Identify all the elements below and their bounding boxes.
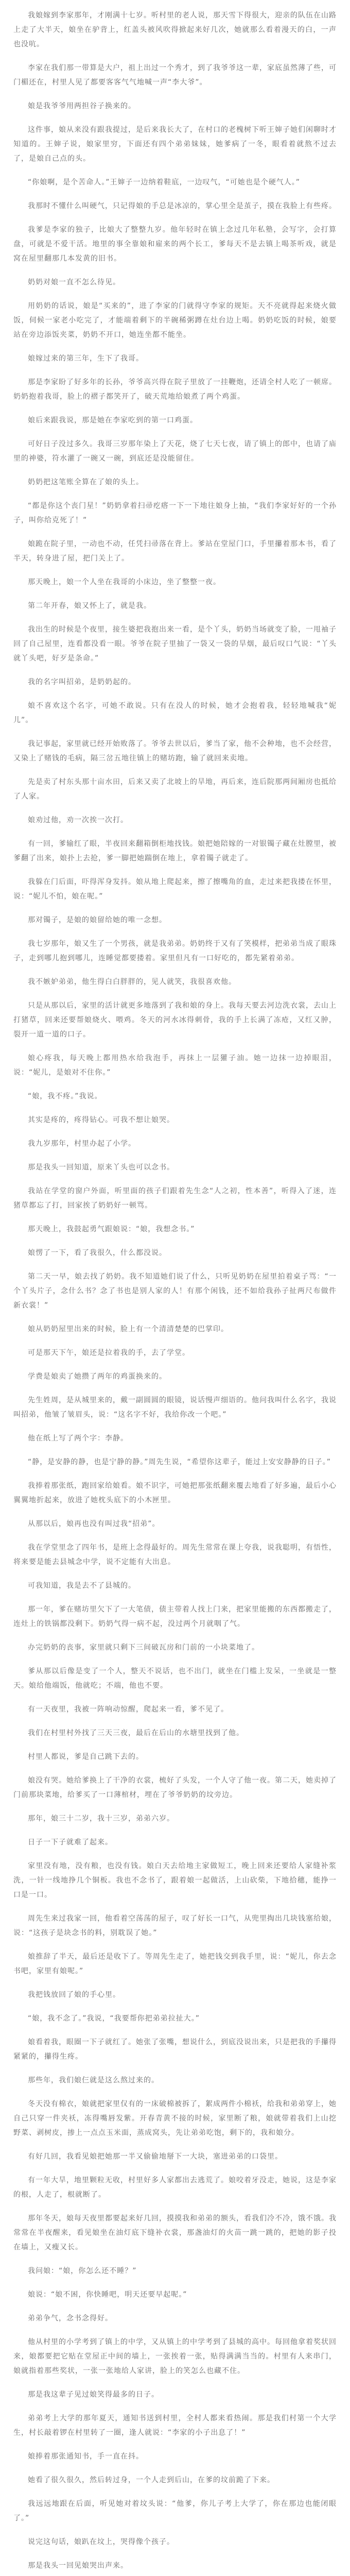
story-paragraph: 有一年大旱，地里颗粒无收，村里好多人家都出去逃荒了。娘咬着牙没走，她说，这是李家的根，人走了，根就断了。 (13, 2176, 337, 2199)
story-paragraph: 娘心疼我，每天晚上都用热水给我泡手，再抹上一层獾子油。她一边抹一边掉眼泪，说：“妮儿，是娘对不住你。” (13, 1054, 337, 1077)
story-paragraph: 娘说：“娘不困，你快睡吧，明天还要早起呢。” (28, 2291, 187, 2299)
story-paragraph: 那天晚上，娘一个人坐在我哥的小床边，坐了整整一夜。 (28, 578, 221, 586)
story-paragraph: “娘，我不念了。”我说，“我要帮你把弟弟拉扯大。” (28, 2014, 200, 2023)
story-paragraph: 我的名字叫招弟，是奶奶起的。 (28, 678, 136, 686)
story-paragraph: 日子一下子就难了起来。 (28, 1838, 113, 1846)
story-paragraph: 那一年，爹在赌坊里欠下了一大笔债，债主带着人找上门来，把家里能搬的东西都搬走了，连灶上的铁锅都没剩下。奶奶气得一病不起，没过两个月就咽了气。 (13, 1605, 337, 1628)
story-paragraph: 那是我头一回知道，原来丫头也可以念书。 (28, 1163, 174, 1172)
story-paragraph: 他在纸上写了两个字：李静。 (28, 1434, 128, 1443)
story-paragraph: 那对镯子，是娘的娘留给她的唯一念想。 (28, 916, 167, 924)
story-paragraph: 我七岁那年，娘又生了一个男孩，就是我弟弟。奶奶终于又有了笑模样，把弟弟当成了眼珠子，走到哪儿抱到哪儿，连睡觉都要搂着。家里但凡有一口好吃的，都先紧着弟弟。 (13, 940, 337, 962)
story-paragraph: 村里人都说，爹是自己跳下去的。 (28, 1753, 144, 1761)
story-paragraph: “静，是安静的静，也是宁静的静。”周先生说，“希望你这辈子，能过上安安静静的日子。” (28, 1458, 331, 1466)
story-paragraph: 那些年，我们娘仨就是这么熬过来的。 (28, 2076, 159, 2084)
story-paragraph: 先生姓周，是从城里来的，戴一副圆圆的眼镜，说话慢声细语的。他问我叫什么名字，我说叫招弟，他皱了皱眉头，说：“这名字不好，我给你改一个吧。” (13, 1396, 337, 1419)
story-paragraph: 办完奶奶的丧事，家里就只剩下三间破瓦房和门前的一小块菜地了。 (28, 1643, 259, 1652)
story-paragraph: 可好日子没过多久。我哥三岁那年染上了天花，烧了七天七夜，请了镇上的郎中，也请了庙里的神婆，符水灌了一碗又一碗，到底还是没能留住。 (13, 440, 337, 463)
story-paragraph: 用奶奶的话说，娘是“买来的”，进了李家的门就得守李家的规矩。天不亮就得起来烧火做饭，伺候一家老小吃完了，才能端着剩下的半碗稀粥蹲在灶台边上喝。奶奶吃饭的时候，娘要站在旁边添饭夹菜，奶奶不开口，她连坐都不能坐。 (13, 302, 337, 339)
story-paragraph: 只是从那以后，家里的活计就更多地落到了我和娘的身上。我每天要去河边洗衣裳，去山上打猪草，回来还要帮娘烧火、喂鸡。冬天的河水冰得刺骨，我的手上长满了冻疮，又红又肿，裂开一道一道的口子。 (13, 1002, 337, 1039)
story-paragraph: 娘捧着那张通知书，手一直在抖。 (28, 2452, 144, 2461)
story-paragraph: 先是卖了村东头那十亩水田，后来又卖了北坡上的旱地，再后来，连后院那两间厢房也抵给了人家。 (13, 778, 337, 801)
story-paragraph: 那年冬天，娘每天夜里都要起来好几回，摸摸我和弟弟的额头，看我们冷不冷，饿不饿。我常常在半夜醒来，看见娘坐在油灯底下缝补衣裳，那盏油灯的火苗一跳一跳的，把她的影子投在墙上，又瘦又长。 (13, 2214, 337, 2251)
story-paragraph: 奶奶把这笔账全算在了娘的头上。 (28, 478, 144, 486)
story-paragraph: 弟弟争气，念书念得好。 (28, 2314, 113, 2323)
story-paragraph: 娘推辞了半天，最后还是收下了。等周先生走了，她把钱交到我手里，说：“妮儿，你去念书吧，家里有娘呢。” (13, 1953, 337, 1975)
story-paragraph: 周先生来过我家一回，他看着空荡荡的屋子，叹了好长一口气，从兜里掏出几块钱塞给娘，说：“这孩子是块念书的料，别耽误了她。” (13, 1914, 337, 1937)
story-paragraph: 我们在村里村外找了三天三夜，最后在后山的水塘里找到了他。 (28, 1729, 244, 1737)
story-body (13, 8, 337, 2576)
story-paragraph: 她看了很久很久，然后转过身，一个人走到后山，在爹的坟前跪了下来。 (28, 2476, 275, 2484)
story-paragraph: “都是你这个丧门星！”奶奶拿着扫帚疙瘩一下一下地往娘身上抽，“我们李家好好的一个孙子，叫你给克死了！” (13, 502, 337, 524)
story-paragraph: 我不嫉妒弟弟，他生得白白胖胖的，见人就笑，我很喜欢他。 (28, 978, 236, 986)
story-paragraph: 可我知道，我是去不了县城的。 (28, 1582, 136, 1590)
story-paragraph: 我远远地跟在后面，听见她对着坟头说：“他爹，你儿子考上大学了，你在那边也能闭眼了。” (13, 2500, 337, 2522)
story-paragraph: 我爹是李家的独子，比娘大了整整九岁。他年轻时在镇上念过几年私塾，会写字，会打算盘，可就是不爱干活。地里的事全靠娘和雇来的两个长工，爹每天不是去镇上喝茶听戏，就是窝在屋里翻那几本发黄的旧书。 (13, 226, 337, 263)
story-paragraph: 娘没有哭。她给爹换上了干净的衣裳，梳好了头发，一个人守了他一夜。第二天，她卖掉了门前那块菜地，给爹买了一口薄棺材，埋在了爷爷奶奶的坟旁边。 (13, 1776, 337, 1799)
story-paragraph: 娘后来跟我说，那是她在李家吃到的第一口鸡蛋。 (28, 416, 198, 425)
story-paragraph: 我问娘：“娘，你怎么还不睡？” (28, 2267, 137, 2275)
story-paragraph: 我在学堂里念了四年书，是班上念得最好的。周先生常常在课上夸我，说我聪明，有悟性，将来要是能去县城念中学，说不定能有大出息。 (13, 1544, 337, 1566)
story-paragraph: 我那时不懂什么叫硬气，只记得娘的手总是冰凉的，掌心里全是茧子，摸在我脸上有些疼。 (28, 202, 337, 210)
story-paragraph: 我站在学堂的窗户外面，听里面的孩子们跟着先生念“人之初，性本善”，听得入了迷，连猪草都忘了打，回家挨了奶奶好一顿骂。 (13, 1187, 337, 1210)
story-paragraph: 我把钱放回了娘的手心里。 (28, 1991, 120, 1999)
story-paragraph: 那是李家盼了好多年的长孙，爷爷高兴得在院子里放了一挂鞭炮，还请全村人吃了一顿席。奶奶抱着我哥，脸上的褶子都笑开了，破天荒地给娘煮了两个鸡蛋。 (13, 378, 337, 401)
story-paragraph: 娘看着我，眼圈一下子就红了。她张了张嘴，想说什么，到底没说出来，只是把我的手攥得紧紧的，攥得生疼。 (13, 2038, 337, 2061)
story-paragraph: 李家在我们那一带算是大户，祖上出过一个秀才，到了我爷爷这一辈，家底虽然薄了些，可门楣还在，村里人见了都要客客气气地喊一声“李大爷”。 (13, 64, 337, 87)
story-paragraph: 我娘嫁到李家那年，才刚满十七岁。听村里的老人说，那天雪下得很大，迎亲的队伍在山路上走了大半天，娘坐在驴背上，红盖头被风吹得掀起来好几次，她就那么看着漫天的白，一声也没吭。 (13, 11, 337, 48)
story-paragraph: 家里没有地，没有粮，也没有钱。娘白天去给地主家做短工，晚上回来还要给人家缝补浆洗，一针一线地挣几个铜板。我也不念书了，跟着娘一起做活，上山砍柴，下地拾穗，能挣一口是一口。 (13, 1862, 337, 1899)
story-paragraph: 他从村里的小学考到了镇上的中学，又从镇上的中学考到了县城的高中。每回他拿着奖状回来，娘都要把它贴在堂屋正中间的墙上，一张挨着一张，贴得满满当当的。村里有人来串门，娘就指着那些奖状，一张一张地给人家讲，脸上的笑怎么也藏不住。 (13, 2338, 337, 2375)
story-paragraph: 从那以后，娘再也没有叫过我“招弟”。 (28, 1520, 160, 1528)
story-paragraph: 其实是疼的，疼得钻心。可我不想让娘哭。 (28, 1116, 174, 1124)
story-paragraph: 有一回，爹输红了眼，半夜回来翻箱倒柜地找钱。娘把她陪嫁的一对银镯子藏在灶膛里，被爹翻了出来，娘扑上去抢，爹一脚把她踹倒在地上，拿着镯子就走了。 (13, 840, 337, 862)
story-paragraph: 我记事起，家里就已经开始败落了。爷爷去世以后，爹当了家，他不会种地，也不会经营，又染上了赌钱的毛病，隔三岔五地往镇上的赌坊跑，输了就回来卖地。 (13, 740, 337, 762)
story-paragraph: 那是我头一回见娘哭出声来。 (28, 2562, 128, 2570)
story-paragraph: 第二年开春，娘又怀上了，就是我。 (28, 602, 151, 610)
story-paragraph: 我出生的时候是个夜里，接生婆把我抱出来一看，是个丫头，奶奶当场就变了脸，一甩袖子回了自己屋里，连看都没看一眼。爷爷在院子里抽了一袋又一袋的旱烟，最后叹口气说：“丫头就丫头吧，好歹是条命。” (13, 625, 337, 663)
story-paragraph: 我捧着那张纸，跑回家给娘看。娘不识字，可她把那张纸翻来覆去地看了好多遍，最后小心翼翼地折起来，放进了她枕头底下的小木匣里。 (13, 1482, 337, 1504)
story-paragraph: 冬天没有棉衣，娘就把家里仅有的一床破棉被拆了，絮成两件小棉袄，给我和弟弟穿上，她自己只穿一件夹袄，冻得嘴唇发紫。开春青黄不接的时候，家里断了粮，娘就带着我们上山挖野菜、剥树皮，掺上一点点玉米面，蒸成窝头，先让弟弟吃饱，剩下的，我和娘分。 (13, 2100, 337, 2137)
story-paragraph: 爹从那以后像是变了一个人，整天不说话，也不出门，就坐在门槛上发呆，一坐就是一整天。娘给他端饭，他就吃；不端，他也不要。 (13, 1667, 337, 1690)
story-paragraph: 娘从奶奶屋里出来的时候，脸上有一个清清楚楚的巴掌印。 (28, 1325, 229, 1333)
story-paragraph: 那年，娘三十二岁，我十三岁，弟弟六岁。 (28, 1815, 174, 1823)
story-paragraph: 娘劝过他，劝一次挨一次打。 (28, 816, 128, 824)
story-paragraph: 我九岁那年，村里办起了小学。 (28, 1140, 136, 1148)
story-paragraph: 有好几回，我看见娘把她那一半又偷偷地掰下一大块，塞进弟弟的口袋里。 (28, 2153, 283, 2161)
story-paragraph: 奶奶对娘一直不怎么待见。 (28, 278, 120, 286)
story-paragraph: 那天晚上，我鼓起勇气跟娘说：“娘，我想念书。” (28, 1225, 195, 1233)
story-paragraph: 娘不喜欢这个名字，可她不敢说。只有在没人的时候，她才会抱着我，轻轻地喊我“妮儿”。 (13, 702, 337, 724)
story-paragraph: 说完这句话，娘趴在坟上，哭得像个孩子。 (28, 2538, 174, 2546)
story-paragraph: “你娘啊，是个苦命人。”王婶子一边纳着鞋底，一边叹气，“可她也是个硬气人。” (28, 178, 301, 187)
story-paragraph: 弟弟考上大学的那年夏天，通知书送到村里，全村人都来看热闹。那是我们村第一个大学生，村长敲着锣在村里转了一圈，逢人就说：“李家的小子出息了！” (13, 2414, 337, 2437)
story-paragraph: 学费是娘卖了她攒了两年的鸡蛋换来的。 (28, 1372, 167, 1381)
story-paragraph: 这件事，娘从来没有跟我提过，是后来我长大了，在村口的老槐树下听王婶子她们闲聊时才知道的。王婶子说，娘家里穷，下面还有四个弟弟妹妹，她爹病了一冬，眼看着就熬不过去了，是娘自己点的头。 (13, 126, 337, 163)
story-paragraph: “娘，我不疼。”我说。 (28, 1092, 102, 1100)
story-paragraph: 娘是我爷爷用两担谷子换来的。 (28, 102, 136, 110)
story-paragraph: 第二天一早，娘去找了奶奶。我不知道她们说了什么，只听见奶奶在屋里拍着桌子骂：“一个丫头片子，念什么书？念了书也是别人家的人！有那个闲钱，还不如给我孙子扯两尺布做件新衣裳！” (13, 1273, 337, 1310)
story-paragraph: 可是那天下午，娘还是拉着我的手，去了学堂。 (28, 1349, 190, 1357)
story-paragraph: 娘跪在院子里，一动也不动，任凭扫帚落在背上。爹站在堂屋门口，手里攥着那本书，看了半天，转身进了屋，把门关上了。 (13, 540, 337, 563)
story-paragraph: 有一天夜里，我被一阵响动惊醒，爬起来一看，爹不见了。 (28, 1705, 229, 1714)
story-paragraph: 娘愣了一下，看了我很久，什么都没说。 (28, 1249, 167, 1257)
story-paragraph: 我躲在门后面，吓得浑身发抖。娘从地上爬起来，擦了擦嘴角的血，走过来把我搂在怀里，说：“妮儿不怕，娘在呢。” (13, 878, 337, 901)
story-paragraph: 那是我这辈子见过娘笑得最多的日子。 (28, 2391, 159, 2399)
story-paragraph: 娘嫁过来的第三年，生下了我哥。 (28, 354, 144, 363)
